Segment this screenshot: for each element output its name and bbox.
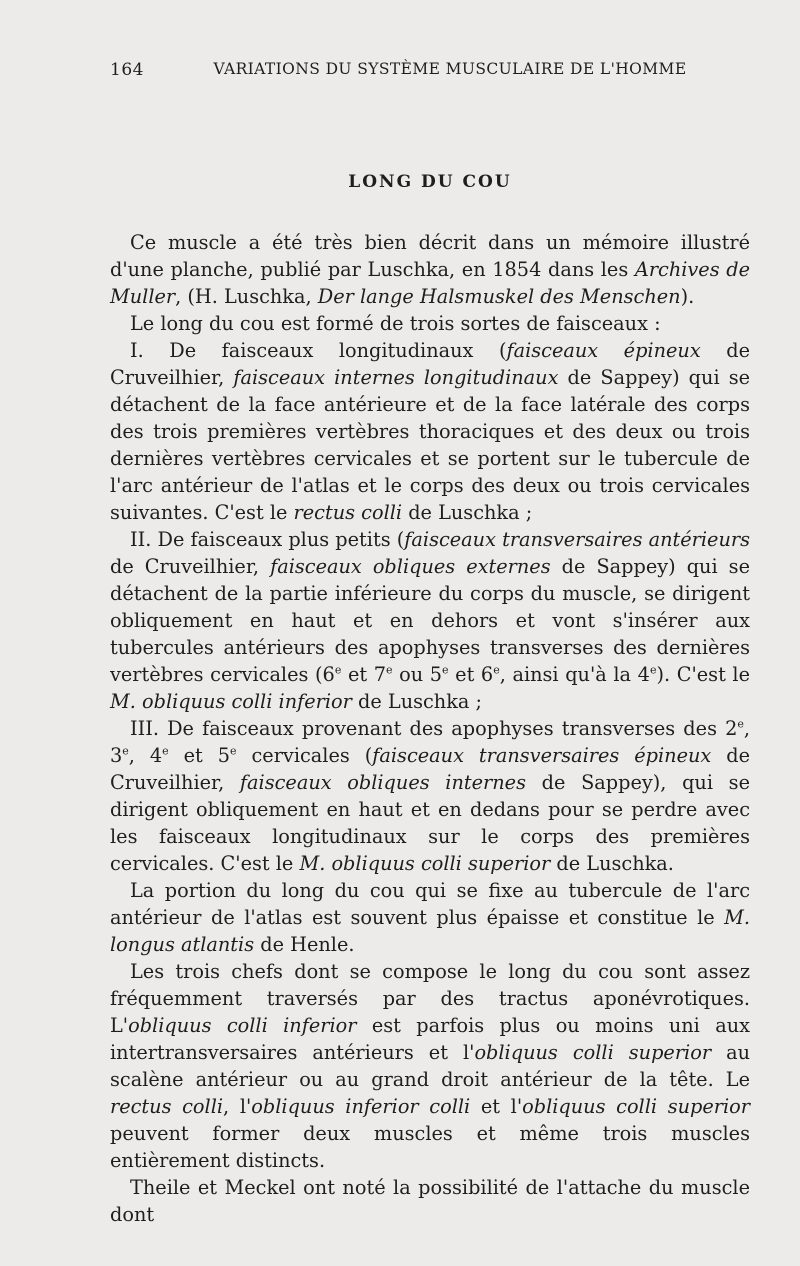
text-run: ou 5 bbox=[392, 663, 443, 686]
ordinal-superscript: e bbox=[385, 663, 393, 677]
text-run: , l' bbox=[223, 1095, 252, 1118]
text-run: Theile et Meckel ont noté la possibilité de l'attache du muscle dont bbox=[110, 1176, 750, 1226]
text-run: au scalène antérieur ou au grand droit antérieur de la tête. Le bbox=[110, 1041, 750, 1091]
text-run: et 7 bbox=[341, 663, 386, 686]
italic-term: faisceaux internes longitudinaux bbox=[233, 366, 559, 389]
text-run: ). bbox=[680, 285, 695, 308]
text-run: et 5 bbox=[168, 744, 231, 767]
italic-term: obliquus colli superior bbox=[474, 1041, 712, 1064]
section-title: LONG DU COU bbox=[348, 172, 512, 192]
text-run: de Luschka ; bbox=[351, 690, 483, 713]
ordinal-superscript: e bbox=[493, 663, 500, 677]
ordinal-superscript: e bbox=[162, 744, 169, 758]
italic-term: faisceaux obliques externes bbox=[270, 555, 551, 578]
text-run: et l' bbox=[470, 1095, 523, 1118]
italic-term: faisceaux épineux bbox=[506, 339, 701, 362]
ordinal-superscript: e bbox=[334, 663, 342, 677]
italic-term: M. obliquus colli superior bbox=[299, 852, 551, 875]
italic-term: obliquus colli superior bbox=[522, 1095, 750, 1118]
body-text bbox=[110, 229, 750, 1228]
text-run: de Cruveilhier, bbox=[110, 744, 750, 794]
running-title: VARIATIONS DU SYSTÈME MUSCULAIRE DE L'HOMME bbox=[213, 60, 687, 78]
text-run: , 3 bbox=[110, 717, 750, 767]
italic-term: rectus colli bbox=[110, 1095, 224, 1118]
ordinal-superscript: e bbox=[442, 663, 449, 677]
paragraph-4 bbox=[110, 526, 750, 715]
ordinal-superscript: e bbox=[230, 744, 237, 758]
text-run: de Luschka ; bbox=[402, 501, 533, 524]
text-run: peuvent former deux muscles et même trois muscles entièrement distincts. bbox=[110, 1122, 750, 1172]
text-run: Le long du cou est formé de trois sortes de faisceaux : bbox=[130, 312, 661, 335]
text-run: I. De faisceaux longitudinaux ( bbox=[130, 339, 507, 362]
text-run: II. De faisceaux plus petits ( bbox=[130, 528, 405, 551]
italic-term: faisceaux transversaires antérieurs bbox=[404, 528, 750, 551]
paragraph-5 bbox=[110, 715, 750, 877]
paragraph-8 bbox=[110, 1174, 750, 1228]
text-run: est parfois plus ou moins uni aux intertransversaires antérieurs et l' bbox=[110, 1014, 750, 1064]
italic-term: obliquus inferior colli bbox=[251, 1095, 471, 1118]
paragraph-3 bbox=[110, 337, 750, 526]
page-header bbox=[110, 60, 750, 86]
text-run: de Cruveilhier, bbox=[110, 339, 750, 389]
italic-term: Der lange Halsmuskel des Menschen bbox=[317, 285, 681, 308]
text-run: de Sappey), qui se dirigent obliquement en haut et en dedans pour se perdre avec les faisceaux longitudinaux sur le corps des premières cervicales. C'est le bbox=[110, 771, 750, 875]
text-run: Ce muscle a été très bien décrit dans un mémoire illustré d'une planche, publié par Luschka, en 1854 dans les bbox=[110, 231, 750, 281]
text-run: cervicales ( bbox=[236, 744, 373, 767]
text-run: de Cruveilhier, bbox=[110, 555, 271, 578]
text-run: , 4 bbox=[128, 744, 163, 767]
text-run: , (H. Luschka, bbox=[175, 285, 318, 308]
italic-term: faisceaux obliques internes bbox=[239, 771, 526, 794]
paragraph-6 bbox=[110, 877, 750, 958]
paragraph-2 bbox=[110, 310, 750, 337]
ordinal-superscript: e bbox=[122, 744, 129, 758]
text-run: de Sappey) qui se détachent de la face antérieure et de la face latérale des corps des trois premières vertèbres thoraciques et des deux ou trois dernières vertèbres cervicales et se portent sur le tubercule de l'arc antérieur de l'atlas et le corps des deux ou trois cervicales suivantes. C'est le bbox=[110, 366, 750, 524]
italic-term: rectus colli bbox=[293, 501, 403, 524]
text-run: de Henle. bbox=[254, 933, 355, 956]
paragraph-7 bbox=[110, 958, 750, 1174]
text-run: ). C'est le bbox=[656, 663, 751, 686]
text-run: , ainsi qu'à la 4 bbox=[499, 663, 650, 686]
text-run: et 6 bbox=[448, 663, 494, 686]
text-run: III. De faisceaux provenant des apophyses transverses des 2 bbox=[130, 717, 738, 740]
italic-term: faisceaux transversaires épineux bbox=[372, 744, 712, 767]
page-number: 164 bbox=[110, 60, 144, 80]
text-run: de Sappey) qui se détachent de la partie inférieure du corps du muscle, se dirigent obliquement en haut et en dehors et vont s'insérer aux tubercules antérieurs des apophyses transverses des dernières vertèbres cervicales (6 bbox=[110, 555, 750, 686]
text-run: de Luschka. bbox=[550, 852, 674, 875]
text-run: La portion du long du cou qui se fixe au tubercule de l'arc antérieur de l'atlas est souvent plus épaisse et constitue le bbox=[110, 879, 750, 929]
italic-term: M. obliquus colli inferior bbox=[110, 690, 352, 713]
ordinal-superscript: e bbox=[649, 663, 657, 677]
ordinal-superscript: e bbox=[737, 717, 744, 731]
italic-term: M. longus atlantis bbox=[110, 906, 750, 956]
paragraph-1 bbox=[110, 229, 750, 310]
italic-term: Archives de Muller bbox=[110, 258, 751, 308]
text-run: Les trois chefs dont se compose le long du cou sont assez fréquemment traversés par des tractus aponévrotiques. L' bbox=[110, 960, 750, 1037]
italic-term: obliquus colli inferior bbox=[128, 1014, 357, 1037]
